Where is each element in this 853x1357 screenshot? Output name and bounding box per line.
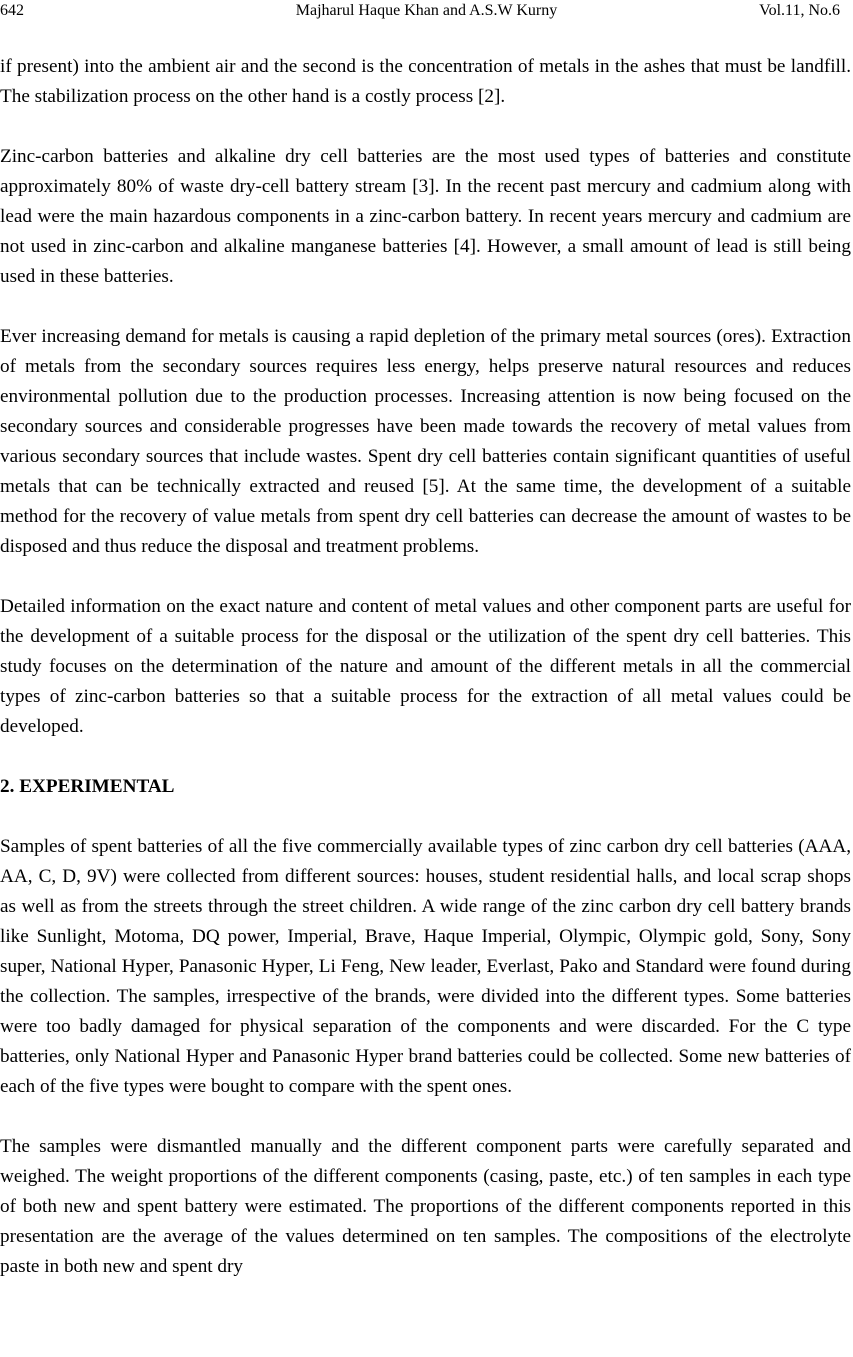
paragraph-dismantling: The samples were dismantled manually and the different component parts were carefully separated and weighed. The weight proportions of the different components (casing, paste, etc.) of ten samples in each type of both new and spent battery were estimated. The proportions of the different components reported in this presentation are the average of the values determined on ten samples. The compositions of the electrolyte paste in both new and spent dry (0, 1136, 851, 1277)
running-header (0, 0, 853, 22)
body-text (0, 52, 851, 1312)
paragraph-metal-demand: Ever increasing demand for metals is causing a rapid depletion of the primary metal sources (ores). Extraction of metals from the secondary sources requires less energy, helps preserve natural resources and reduces environmental pollution due to the production processes. Increasing attention is now being focused on the secondary sources and considerable progresses have been made towards the recovery of metal values from various secondary sources that include wastes. Spent dry cell batteries contain significant quantities of useful metals that can be technically extracted and reused [5]. At the same time, the development of a suitable method for the recovery of value metals from spent dry cell batteries can decrease the amount of wastes to be disposed and thus reduce the disposal and treatment problems. (0, 326, 851, 557)
page-number: 642 (0, 2, 24, 19)
paragraph-continuation: if present) into the ambient air and the second is the concentration of metals in the ashes that must be landfill. The stabilization process on the other hand is a costly process [2]. (0, 56, 851, 107)
section-heading-experimental: 2. EXPERIMENTAL (0, 776, 175, 797)
paragraph-samples: Samples of spent batteries of all the five commercially available types of zinc carbon dry cell batteries (AAA, AA, C, D, 9V) were collected from different sources: houses, student residential halls, and local scrap shops as well as from the streets through the street children. A wide range of the zinc carbon dry cell battery brands like Sunlight, Motoma, DQ power, Imperial, Brave, Haque Imperial, Olympic, Olympic gold, Sony, Sony super, National Hyper, Panasonic Hyper, Li Feng, New leader, Everlast, Pako and Standard were found during the collection. The samples, irrespective of the brands, were divided into the different types. Some batteries were too badly damaged for physical separation of the components and were discarded. For the C type batteries, only National Hyper and Panasonic Hyper brand batteries could be collected. Some new batteries of each of the five types were bought to compare with the spent ones. (0, 836, 851, 1097)
header-volume: Vol.11, No.6 (759, 2, 840, 19)
paragraph-zinc-carbon: Zinc-carbon batteries and alkaline dry cell batteries are the most used types of batteries and constitute approximately 80% of waste dry-cell battery stream [3]. In the recent past mercury and cadmium along with lead were the main hazardous components in a zinc-carbon battery. In recent years mercury and cadmium are not used in zinc-carbon and alkaline manganese batteries [4]. However, a small amount of lead is still being used in these batteries. (0, 146, 851, 287)
header-authors: Majharul Haque Khan and A.S.W Kurny (295, 2, 558, 19)
paragraph-study-focus: Detailed information on the exact nature and content of metal values and other component parts are useful for the development of a suitable process for the disposal or the utilization of the spent dry cell batteries. This study focuses on the determination of the nature and amount of the different metals in all the commercial types of zinc-carbon batteries so that a suitable process for the extraction of all metal values could be developed. (0, 596, 851, 737)
